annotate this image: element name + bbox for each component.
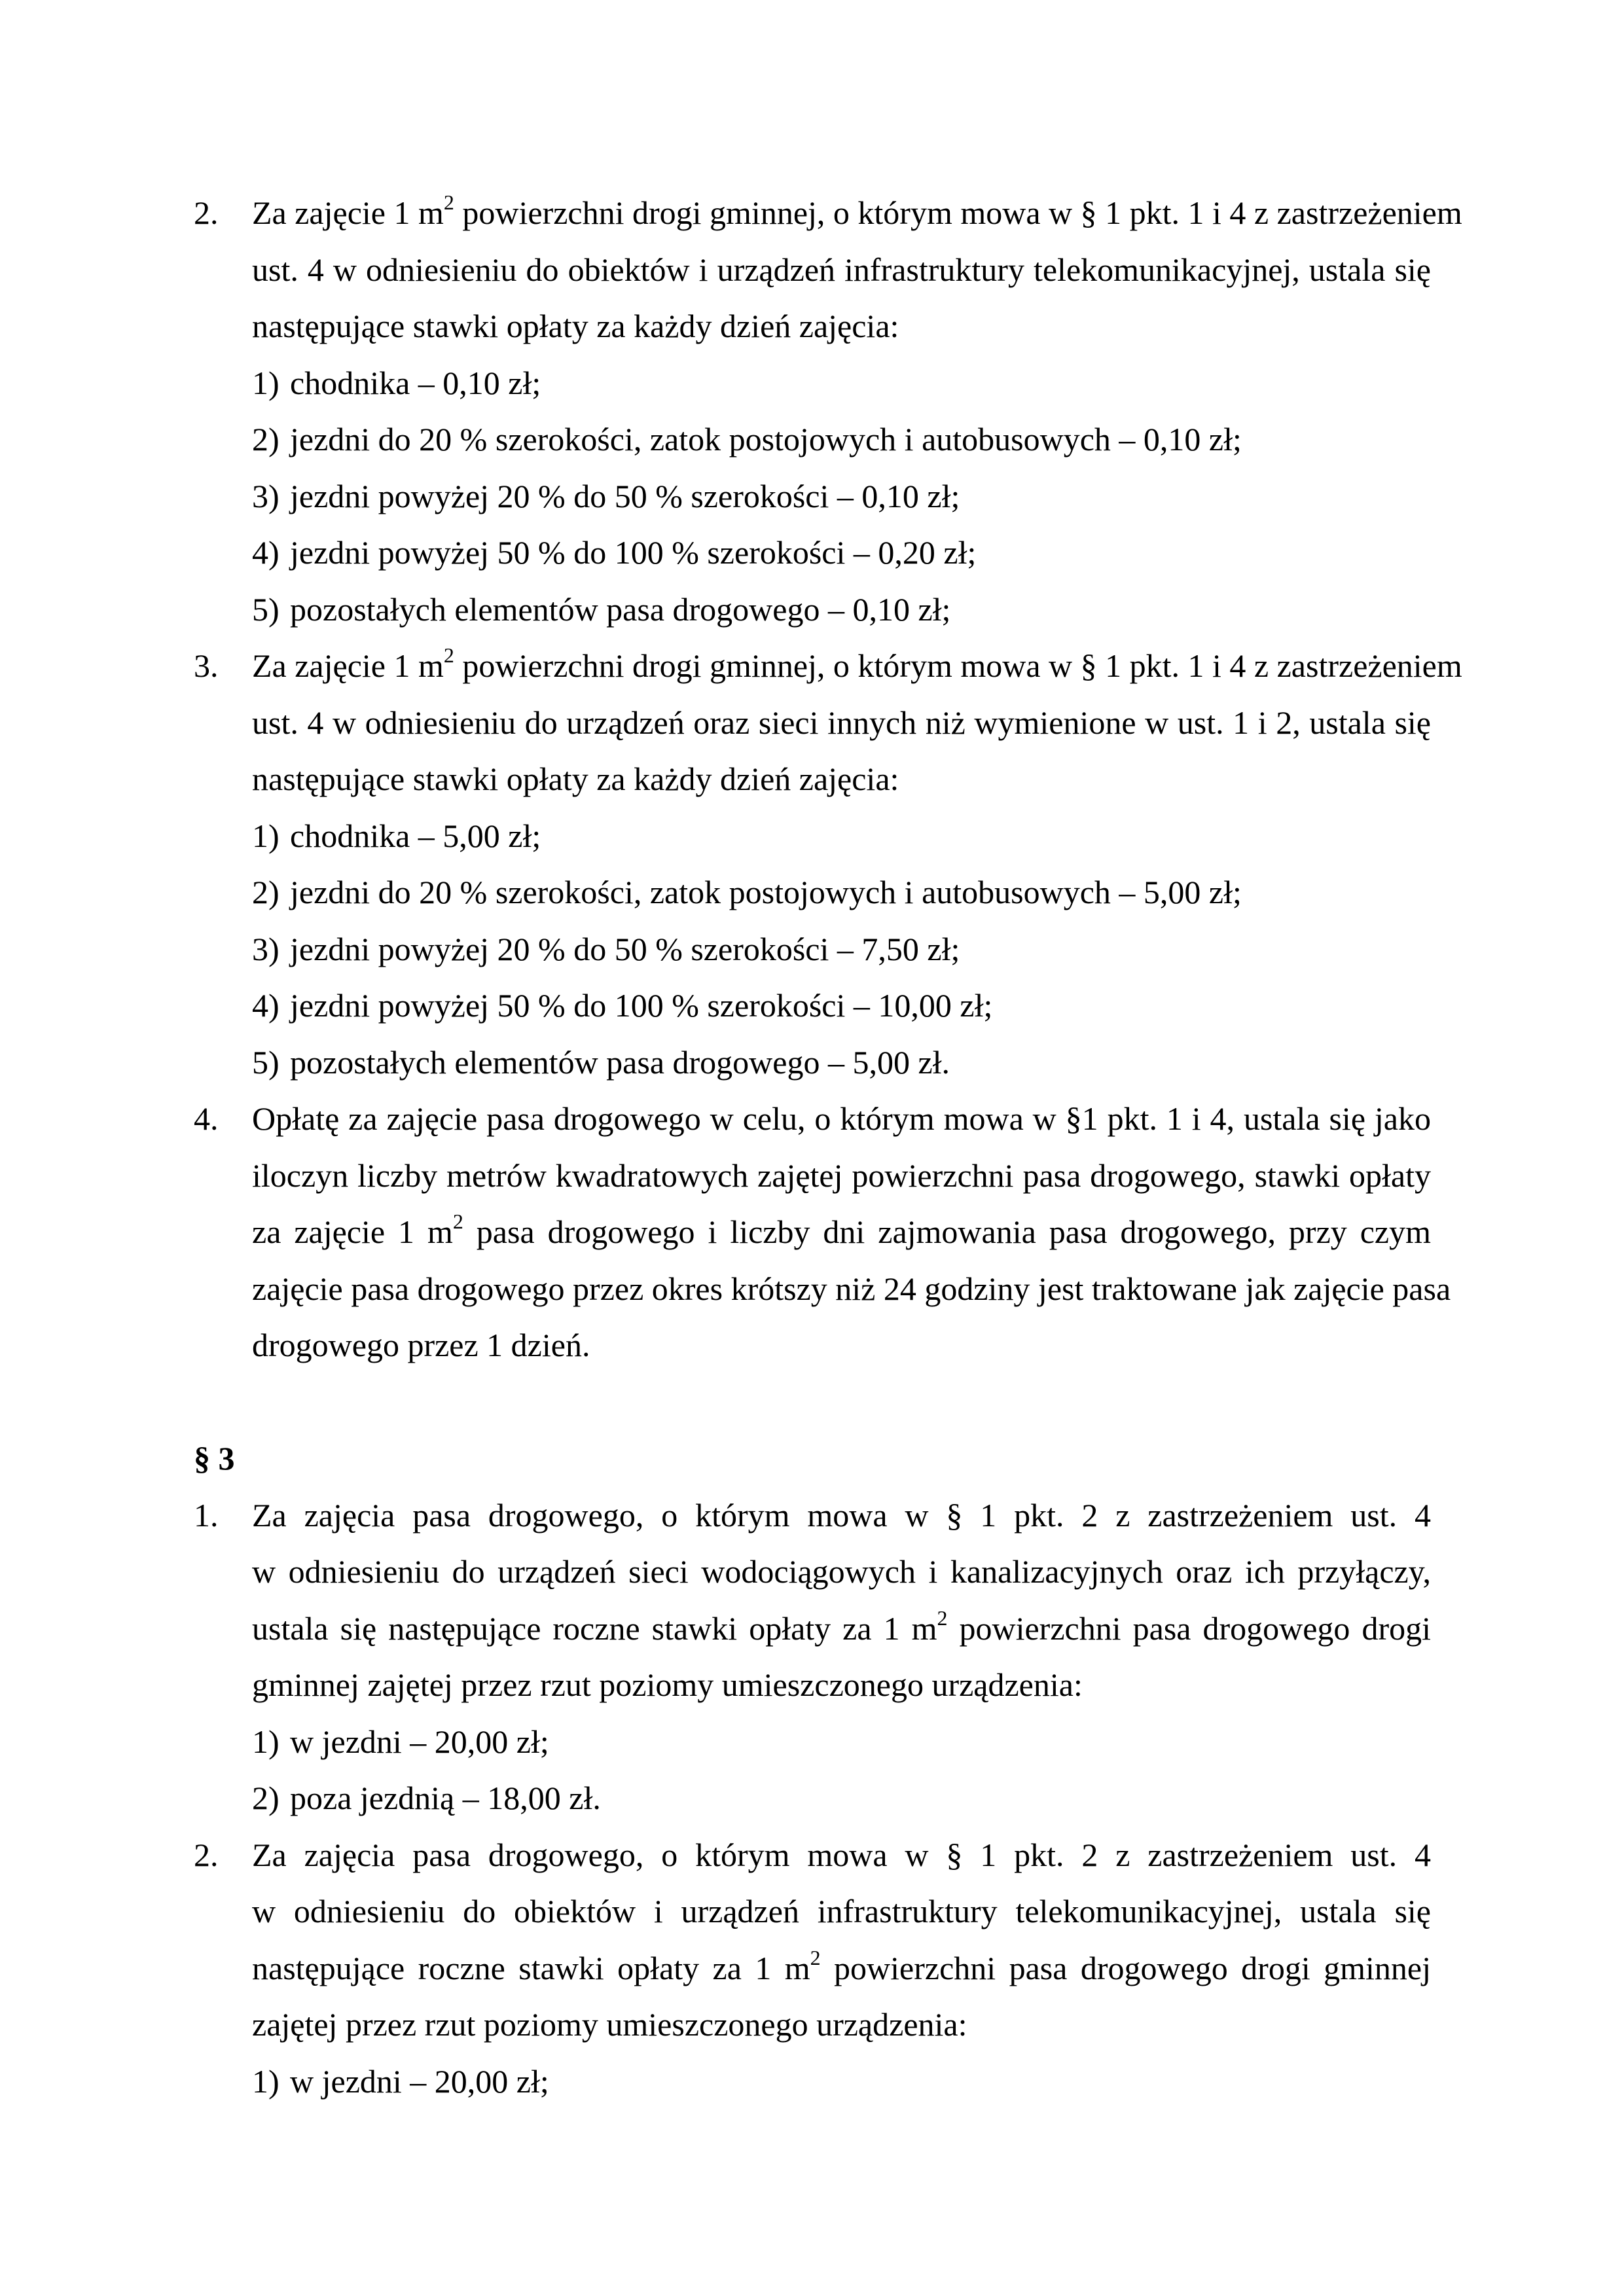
paragraph-line: zajętej przez rzut poziomy umieszczonego urządzenia:	[252, 2006, 967, 2043]
list-item: 5) pozostałych elementów pasa drogowego – 5,00 zł.	[252, 1043, 950, 1081]
list-item: 4) jezdni powyżej 50 % do 100 % szerokości – 0,20 zł;	[252, 534, 977, 571]
paragraph-line: Za zajęcia pasa drogowego, o którym mowa w § 1 pkt. 2 z zastrzeżeniem ust. 4	[252, 1496, 1431, 1534]
section-3-paragraph-1	[194, 1487, 1431, 1713]
list-item: 3) jezdni powyżej 20 % do 50 % szerokości – 0,10 zł;	[252, 477, 960, 514]
list-item: 2) jezdni do 20 % szerokości, zatok postojowych i autobusowych – 5,00 zł;	[252, 874, 1242, 910]
section-3-paragraph-2	[194, 1827, 1431, 2053]
list-item: 3) jezdni powyżej 20 % do 50 % szerokości – 7,50 zł;	[252, 930, 960, 967]
paragraph-line: w odniesieniu do urządzeń sieci wodociągowych i kanalizacyjnych oraz ich przyłączy,	[252, 1553, 1431, 1590]
paragraph-number: 2.	[194, 1836, 219, 1873]
paragraph-number: 2.	[194, 194, 219, 231]
paragraph-line: zajęcie pasa drogowego przez okres krótszy niż 24 godziny jest traktowane jak zajęcie pasa	[252, 1270, 1451, 1307]
paragraph-number: 3.	[194, 647, 219, 684]
paragraph-line: następujące roczne stawki opłaty za 1 $m^2$ powierzchni pasa drogowego drogi gminnej	[252, 1945, 1431, 1986]
list-item: 2) poza jezdnią – 18,00 zł.	[252, 1780, 601, 1816]
paragraph-line: iloczyn liczby metrów kwadratowych zajętej powierzchni pasa drogowego, stawki opłaty	[252, 1157, 1431, 1194]
paragraph-number: 1.	[194, 1496, 219, 1534]
paragraph-line: ustala się następujące roczne stawki opłaty za 1 $m^2$ powierzchni pasa drogowego drogi	[252, 1605, 1431, 1647]
list-item: 2) jezdni do 20 % szerokości, zatok postojowych i autobusowych – 0,10 zł;	[252, 421, 1242, 457]
list-item: 4) jezdni powyżej 50 % do 100 % szerokości – 10,00 zł;	[252, 987, 993, 1024]
list-item: 1) chodnika – 0,10 zł;	[252, 364, 541, 401]
paragraph-number: 4.	[194, 1100, 219, 1137]
list-item: 1) w jezdni – 20,00 zł;	[252, 2062, 549, 2100]
document-page	[194, 185, 1462, 2109]
list-item: 1) chodnika – 5,00 zł;	[252, 817, 541, 854]
paragraph-line: za zajęcie 1 $m^2$ pasa drogowego i liczby dni zajmowania pasa drogowego, przy czym	[252, 1210, 1431, 1250]
list-item: 1) w jezdni – 20,00 zł;	[252, 1723, 549, 1760]
paragraph-line: następujące stawki opłaty za każdy dzień zajęcia:	[252, 308, 899, 344]
paragraph-line: Za zajęcie 1 $m^2$ powierzchni drogi gminnej, o którym mowa w § 1 pkt. 1 i 4 z zastrzeżeniem	[252, 643, 1462, 684]
paragraph-line: ust. 4 w odniesieniu do obiektów i urządzeń infrastruktury telekomunikacyjnej, ustala się	[252, 251, 1431, 288]
paragraph-2	[194, 185, 1462, 355]
paragraph-line: Za zajęcia pasa drogowego, o którym mowa w § 1 pkt. 2 z zastrzeżeniem ust. 4	[252, 1836, 1431, 1873]
paragraph-3	[194, 637, 1462, 808]
paragraph-line: następujące stawki opłaty za każdy dzień zajęcia:	[252, 761, 899, 797]
section-heading: § 3	[194, 1440, 235, 1477]
paragraph-line: w odniesieniu do obiektów i urządzeń infrastruktury telekomunikacyjnej, ustala się	[252, 1893, 1431, 1929]
paragraph-line: Opłatę za zajęcie pasa drogowego w celu, o którym mowa w §1 pkt. 1 i 4, ustala się jako	[252, 1100, 1431, 1137]
paragraph-line: Za zajęcie 1 $m^2$ powierzchni drogi gminnej, o którym mowa w § 1 pkt. 1 i 4 z zastrzeżeniem	[252, 190, 1462, 231]
paragraph-4	[194, 1090, 1451, 1374]
list-item: 5) pozostałych elementów pasa drogowego – 0,10 zł;	[252, 590, 951, 628]
paragraph-line: ust. 4 w odniesieniu do urządzeń oraz sieci innych niż wymienione w ust. 1 i 2, ustala się	[252, 704, 1431, 741]
paragraph-line: gminnej zajętej przez rzut poziomy umieszczonego urządzenia:	[252, 1666, 1083, 1703]
paragraph-line: drogowego przez 1 dzień.	[252, 1327, 590, 1363]
